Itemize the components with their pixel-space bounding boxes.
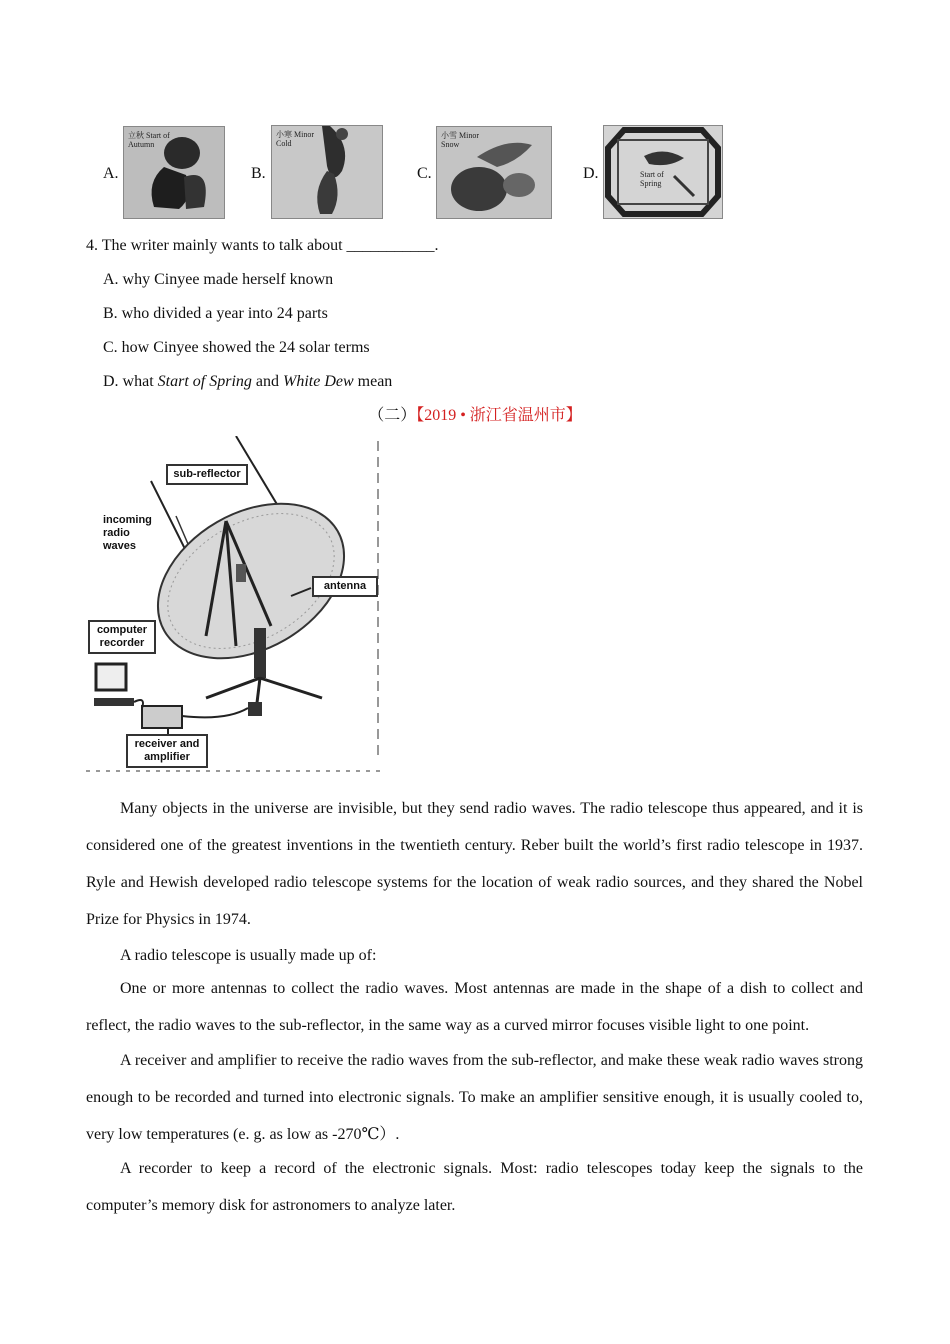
paragraph-3 xyxy=(86,970,863,1044)
section-heading xyxy=(0,406,950,426)
question-4-option-d xyxy=(103,372,392,392)
antenna-label: antenna xyxy=(312,576,378,597)
option-d-mid: and xyxy=(251,373,283,390)
paragraph-1 xyxy=(86,790,863,938)
paragraph-4 xyxy=(86,1042,863,1153)
receiver-amplifier-label: receiver and amplifier xyxy=(126,734,208,768)
section-number: （二） xyxy=(368,407,417,424)
computer-recorder-label: computer recorder xyxy=(88,620,156,654)
option-a-label: A. xyxy=(103,165,119,182)
option-d-suffix: mean xyxy=(353,373,393,390)
option-b-label: B. xyxy=(251,165,266,182)
option-d-caption: Start of Spring xyxy=(640,170,664,188)
question-4-option-b: B. who divided a year into 24 parts xyxy=(103,305,328,322)
fruit-image xyxy=(436,126,552,219)
paragraph-5-text: A recorder to keep a record of the electronic signals. Most: radio telescopes today keep the signals to the computer’s memory disk for astronomers to analyze later. xyxy=(86,1160,863,1214)
option-d-term-2: White Dew xyxy=(283,373,354,390)
option-c-label: C. xyxy=(417,165,432,182)
paragraph-3-text: One or more antennas to collect the radio waves. Most antennas are made in the shape of a dish to collect and reflect, the radio waves to the sub-reflector, in the same way as a curved mirror focuses visible light to one point. xyxy=(86,980,863,1034)
incoming-radio-waves-label: incoming radio waves xyxy=(103,514,152,552)
window-bird-image xyxy=(603,125,723,219)
option-c-caption: 小雪 Minor Snow xyxy=(441,131,479,149)
paragraph-1-text: Many objects in the universe are invisible, but they send radio waves. The radio telescope thus appeared, and it is considered one of the greatest inventions in the twentieth century. Reber built the world’s first radio telescope in 1937. Ryle and Hewish developed radio telescope systems for the location of weak radio sources, and they shared the Nobel Prize for Physics in 1974. xyxy=(86,800,863,928)
option-d-prefix: D. what xyxy=(103,373,158,390)
section-source: 【2019 • 浙江省温州市】 xyxy=(416,407,582,424)
radio-telescope-diagram xyxy=(86,436,382,776)
sub-reflector-label: sub-reflector xyxy=(166,464,248,485)
squirrel-image xyxy=(123,126,225,219)
paragraph-2-text: A radio telescope is usually made up of: xyxy=(120,947,377,964)
option-d-label: D. xyxy=(583,165,599,182)
paragraph-5 xyxy=(86,1150,863,1224)
paragraph-4-text: A receiver and amplifier to receive the radio waves from the sub-reflector, and make these weak radio waves strong enough to be recorded and turned into electronic signals. To make an amplifier sensitive enough, it is usually cooled to, very low temperatures (e. g. as low as -270℃）. xyxy=(86,1052,863,1143)
bird-plant-image xyxy=(271,125,383,219)
option-b-caption: 小寒 Minor Cold xyxy=(276,130,314,148)
option-a-caption: 立秋 Start of Autumn xyxy=(128,131,170,149)
option-d-term-1: Start of Spring xyxy=(157,373,252,390)
question-4-option-c: C. how Cinyee showed the 24 solar terms xyxy=(103,339,370,356)
question-4-stem: 4. The writer mainly wants to talk about ___________. xyxy=(86,237,439,254)
question-4-option-a: A. why Cinyee made herself known xyxy=(103,271,334,288)
radio-telescope-illustration xyxy=(86,436,382,776)
paragraph-2 xyxy=(86,937,863,974)
